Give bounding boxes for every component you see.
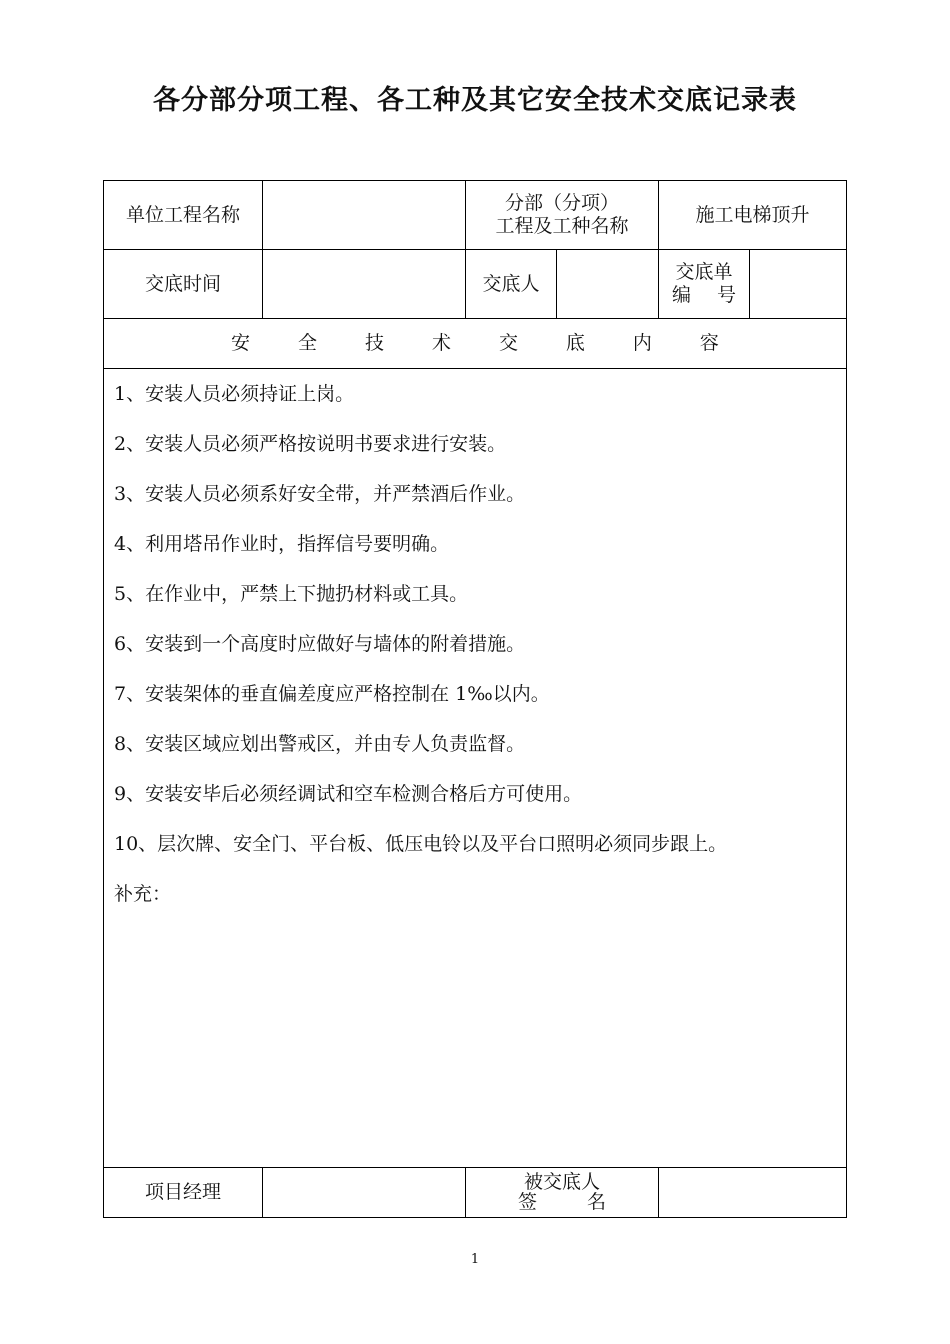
section-header-char: 底 — [565, 332, 585, 355]
sub-project-label-line1: 分部（分项） — [504, 192, 619, 215]
person-label-cell — [465, 249, 557, 319]
section-header-char: 内 — [632, 332, 652, 355]
section-header-char: 安 — [231, 332, 251, 355]
list-item: 6、安装到一个高度时应做好与墙体的附着措施。 — [114, 633, 526, 655]
section-header-char: 容 — [699, 332, 719, 355]
number-label-line1: 交底单 — [675, 261, 733, 284]
content-area[interactable] — [103, 368, 847, 1168]
list-item: 4、利用塔吊作业时，指挥信号要明确。 — [114, 533, 450, 555]
section-header-char: 全 — [297, 332, 317, 355]
person-field[interactable] — [556, 249, 659, 319]
sub-project-label-cell — [465, 180, 659, 250]
list-item: 7、安装架体的垂直偏差度应严格控制在 1‰以内。 — [114, 683, 550, 705]
list-item: 2、安装人员必须严格按说明书要求进行安装。 — [114, 433, 507, 455]
number-label-char2: 号 — [716, 284, 736, 306]
manager-field[interactable] — [262, 1167, 466, 1218]
list-item: 10、层次牌、安全门、平台板、低压电铃以及平台口照明必须同步跟上。 — [114, 833, 728, 855]
time-field[interactable] — [262, 249, 466, 319]
person-label: 交底人 — [482, 272, 540, 295]
manager-label: 项目经理 — [144, 1181, 221, 1204]
page-title: 各分部分项工程、各工种及其它安全技术交底记录表 — [153, 85, 797, 116]
number-field[interactable] — [749, 249, 847, 319]
time-label-cell — [103, 249, 263, 319]
list-item: 1、安装人员必须持证上岗。 — [114, 383, 355, 405]
unit-project-label: 单位工程名称 — [125, 203, 240, 226]
unit-project-label-cell — [103, 180, 263, 250]
receiver-label-line1: 被交底人 — [523, 1170, 600, 1193]
number-label-char1: 编 — [672, 284, 692, 306]
supplement-label: 补充： — [114, 883, 172, 905]
list-item: 9、安装安毕后必须经调试和空车检测合格后方可使用。 — [114, 783, 583, 805]
list-item: 3、安装人员必须系好安全带，并严禁酒后作业。 — [114, 483, 526, 505]
section-header-char: 交 — [498, 332, 518, 355]
section-header — [103, 318, 847, 369]
receiver-label-line2 — [518, 1190, 606, 1213]
number-label-line2 — [672, 284, 736, 307]
time-label: 交底时间 — [144, 272, 221, 295]
section-header-text — [231, 332, 719, 355]
number-label-cell — [658, 249, 750, 319]
receiver-signature-field[interactable] — [658, 1167, 847, 1218]
sub-project-value: 施工电梯顶升 — [695, 203, 810, 226]
manager-label-cell — [103, 1167, 263, 1218]
page-number: 1 — [470, 1252, 480, 1267]
sub-project-field[interactable] — [658, 180, 847, 250]
receiver-label-char2: 名 — [586, 1190, 606, 1213]
receiver-label-char1: 签 — [518, 1190, 538, 1213]
sub-project-label-line2: 工程及工种名称 — [495, 215, 629, 237]
receiver-label-cell — [465, 1167, 659, 1218]
unit-project-field[interactable] — [262, 180, 466, 250]
list-item: 8、安装区域应划出警戒区，并由专人负责监督。 — [114, 733, 526, 755]
list-item: 5、在作业中，严禁上下抛扔材料或工具。 — [114, 583, 469, 605]
section-header-char: 术 — [431, 332, 451, 355]
section-header-char: 技 — [364, 332, 384, 355]
